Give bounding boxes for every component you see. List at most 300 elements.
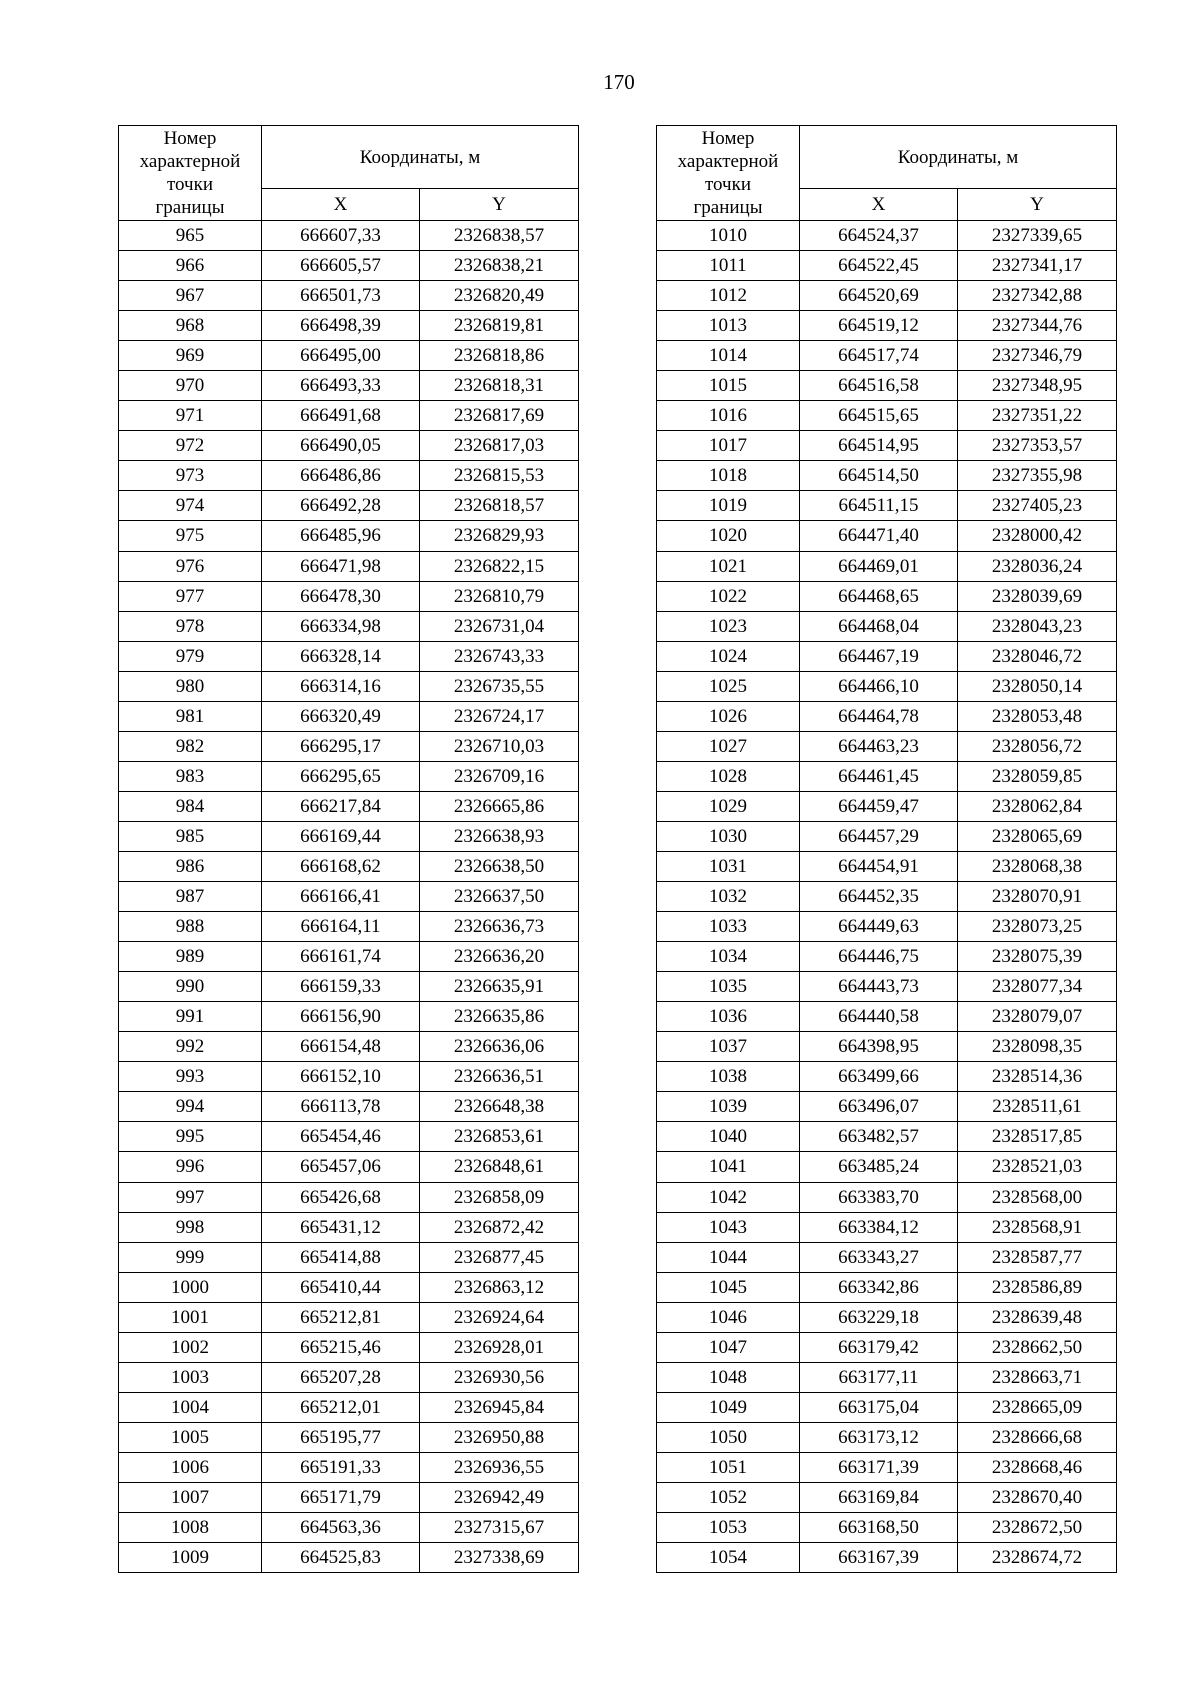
header-point-line2: характерной [139,151,241,172]
point-number-cell: 1050 [657,1422,800,1452]
point-number-cell: 980 [119,671,262,701]
table-body [119,221,579,1573]
y-coordinate-cell: 2326928,01 [420,1332,579,1362]
x-coordinate-cell: 664515,65 [800,401,958,431]
x-coordinate-cell: 663482,57 [800,1122,958,1152]
point-number-cell: 982 [119,731,262,761]
point-number-cell: 1042 [657,1182,800,1212]
point-number-cell: 992 [119,1032,262,1062]
table-row [657,1543,1117,1573]
y-coordinate-cell: 2327344,76 [958,311,1117,341]
y-coordinate-cell: 2327339,65 [958,221,1117,251]
x-coordinate-cell: 666295,65 [262,761,420,791]
table-row [119,1212,579,1242]
x-coordinate-cell: 664469,01 [800,551,958,581]
table-row [657,581,1117,611]
point-number-cell: 987 [119,882,262,912]
y-coordinate-cell: 2326877,45 [420,1242,579,1272]
y-coordinate-cell: 2326648,38 [420,1092,579,1122]
x-coordinate-cell: 664459,47 [800,791,958,821]
x-coordinate-cell: 665414,88 [262,1242,420,1272]
table-row [119,1332,579,1362]
x-coordinate-cell: 664463,23 [800,731,958,761]
y-coordinate-cell: 2326863,12 [420,1272,579,1302]
table-row [657,311,1117,341]
point-number-cell: 1000 [119,1272,262,1302]
point-number-cell: 1012 [657,281,800,311]
table-row [119,701,579,731]
x-coordinate-cell: 666159,33 [262,972,420,1002]
point-number-cell: 973 [119,461,262,491]
table-row [657,1392,1117,1422]
point-number-cell: 1014 [657,341,800,371]
point-number-cell: 975 [119,521,262,551]
table-row [657,221,1117,251]
y-coordinate-cell: 2326743,33 [420,641,579,671]
header-y: Y [420,189,579,221]
x-coordinate-cell: 665215,46 [262,1332,420,1362]
point-number-cell: 1026 [657,701,800,731]
point-number-cell: 976 [119,551,262,581]
x-coordinate-cell: 666169,44 [262,821,420,851]
table-row [119,401,579,431]
x-coordinate-cell: 663167,39 [800,1543,958,1573]
y-coordinate-cell: 2326735,55 [420,671,579,701]
y-coordinate-cell: 2327355,98 [958,461,1117,491]
point-number-cell: 1008 [119,1513,262,1543]
table-row [119,1032,579,1062]
x-coordinate-cell: 666328,14 [262,641,420,671]
x-coordinate-cell: 663229,18 [800,1302,958,1332]
y-coordinate-cell: 2328059,85 [958,761,1117,791]
point-number-cell: 1046 [657,1302,800,1332]
table-row [657,281,1117,311]
point-number-cell: 985 [119,821,262,851]
point-number-cell: 984 [119,791,262,821]
point-number-cell: 1006 [119,1452,262,1482]
point-number-cell: 998 [119,1212,262,1242]
table-row [657,1122,1117,1152]
table-row [119,1152,579,1182]
x-coordinate-cell: 664446,75 [800,942,958,972]
table-row [657,1452,1117,1482]
point-number-cell: 1039 [657,1092,800,1122]
table-row [657,1062,1117,1092]
table-row [119,281,579,311]
point-number-cell: 1010 [657,221,800,251]
point-number-cell: 1013 [657,311,800,341]
point-number-cell: 979 [119,641,262,671]
y-coordinate-cell: 2328665,09 [958,1392,1117,1422]
point-number-cell: 1040 [657,1122,800,1152]
header-point-number [119,126,262,221]
table-row [657,1002,1117,1032]
point-number-cell: 988 [119,912,262,942]
x-coordinate-cell: 666478,30 [262,581,420,611]
y-coordinate-cell: 2328065,69 [958,821,1117,851]
y-coordinate-cell: 2326724,17 [420,701,579,731]
x-coordinate-cell: 663179,42 [800,1332,958,1362]
point-number-cell: 981 [119,701,262,731]
point-number-cell: 1004 [119,1392,262,1422]
y-coordinate-cell: 2327405,23 [958,491,1117,521]
x-coordinate-cell: 665454,46 [262,1122,420,1152]
x-coordinate-cell: 666113,78 [262,1092,420,1122]
table-row [119,341,579,371]
y-coordinate-cell: 2327341,17 [958,251,1117,281]
table-row [657,551,1117,581]
x-coordinate-cell: 663171,39 [800,1452,958,1482]
point-number-cell: 989 [119,942,262,972]
point-number-cell: 966 [119,251,262,281]
x-coordinate-cell: 664466,10 [800,671,958,701]
point-number-cell: 1035 [657,972,800,1002]
table-row [657,251,1117,281]
point-number-cell: 1016 [657,401,800,431]
x-coordinate-cell: 663169,84 [800,1482,958,1512]
x-coordinate-cell: 664449,63 [800,912,958,942]
point-number-cell: 1045 [657,1272,800,1302]
table-row [119,311,579,341]
y-coordinate-cell: 2326665,86 [420,791,579,821]
x-coordinate-cell: 666161,74 [262,942,420,972]
point-number-cell: 967 [119,281,262,311]
point-number-cell: 978 [119,611,262,641]
point-number-cell: 1007 [119,1482,262,1512]
point-number-cell: 1033 [657,912,800,942]
y-coordinate-cell: 2327348,95 [958,371,1117,401]
y-coordinate-cell: 2326815,53 [420,461,579,491]
y-coordinate-cell: 2326709,16 [420,761,579,791]
table-row [657,1182,1117,1212]
y-coordinate-cell: 2326635,86 [420,1002,579,1032]
table-row [119,491,579,521]
point-number-cell: 1028 [657,761,800,791]
x-coordinate-cell: 666490,05 [262,431,420,461]
table-row [119,1092,579,1122]
point-number-cell: 1009 [119,1543,262,1573]
x-coordinate-cell: 665431,12 [262,1212,420,1242]
y-coordinate-cell: 2327315,67 [420,1513,579,1543]
y-coordinate-cell: 2328046,72 [958,641,1117,671]
y-coordinate-cell: 2328036,24 [958,551,1117,581]
table-row [657,1513,1117,1543]
table-row [657,1362,1117,1392]
y-coordinate-cell: 2326924,64 [420,1302,579,1332]
y-coordinate-cell: 2328672,50 [958,1513,1117,1543]
point-number-cell: 968 [119,311,262,341]
table-row [119,791,579,821]
header-point-line3: точки [704,174,751,195]
point-number-cell: 1003 [119,1362,262,1392]
y-coordinate-cell: 2326945,84 [420,1392,579,1422]
x-coordinate-cell: 666154,48 [262,1032,420,1062]
y-coordinate-cell: 2327342,88 [958,281,1117,311]
x-coordinate-cell: 664514,95 [800,431,958,461]
point-number-cell: 993 [119,1062,262,1092]
y-coordinate-cell: 2326638,50 [420,851,579,881]
y-coordinate-cell: 2328514,36 [958,1062,1117,1092]
table-row [657,1272,1117,1302]
y-coordinate-cell: 2327338,69 [420,1543,579,1573]
x-coordinate-cell: 665171,79 [262,1482,420,1512]
x-coordinate-cell: 664464,78 [800,701,958,731]
coordinates-table-left [118,125,579,1573]
x-coordinate-cell: 664443,73 [800,972,958,1002]
x-coordinate-cell: 664467,19 [800,641,958,671]
y-coordinate-cell: 2328568,00 [958,1182,1117,1212]
point-number-cell: 1037 [657,1032,800,1062]
table-row [657,1152,1117,1182]
x-coordinate-cell: 664525,83 [262,1543,420,1573]
y-coordinate-cell: 2328098,35 [958,1032,1117,1062]
x-coordinate-cell: 664468,65 [800,581,958,611]
table-row [119,942,579,972]
y-coordinate-cell: 2326950,88 [420,1422,579,1452]
y-coordinate-cell: 2328668,46 [958,1452,1117,1482]
x-coordinate-cell: 666605,57 [262,251,420,281]
point-number-cell: 1015 [657,371,800,401]
header-coordinates: Координаты, м [262,126,579,189]
x-coordinate-cell: 666471,98 [262,551,420,581]
header-y: Y [958,189,1117,221]
y-coordinate-cell: 2328050,14 [958,671,1117,701]
y-coordinate-cell: 2326942,49 [420,1482,579,1512]
table-row [657,401,1117,431]
point-number-cell: 996 [119,1152,262,1182]
table-row [119,521,579,551]
y-coordinate-cell: 2328077,34 [958,972,1117,1002]
point-number-cell: 1044 [657,1242,800,1272]
x-coordinate-cell: 665212,81 [262,1302,420,1332]
point-number-cell: 1002 [119,1332,262,1362]
x-coordinate-cell: 666493,33 [262,371,420,401]
point-number-cell: 972 [119,431,262,461]
y-coordinate-cell: 2326635,91 [420,972,579,1002]
point-number-cell: 969 [119,341,262,371]
y-coordinate-cell: 2326853,61 [420,1122,579,1152]
point-number-cell: 1043 [657,1212,800,1242]
y-coordinate-cell: 2326829,93 [420,521,579,551]
x-coordinate-cell: 664517,74 [800,341,958,371]
y-coordinate-cell: 2328639,48 [958,1302,1117,1332]
y-coordinate-cell: 2326817,69 [420,401,579,431]
x-coordinate-cell: 664522,45 [800,251,958,281]
point-number-cell: 1025 [657,671,800,701]
y-coordinate-cell: 2326710,03 [420,731,579,761]
page-number: 170 [603,70,635,94]
table-row [657,942,1117,972]
header-point-number [657,126,800,221]
table-row [119,671,579,701]
table-row [657,912,1117,942]
x-coordinate-cell: 663173,12 [800,1422,958,1452]
x-coordinate-cell: 665212,01 [262,1392,420,1422]
table-row [657,1212,1117,1242]
y-coordinate-cell: 2328068,38 [958,851,1117,881]
table-row [119,1122,579,1152]
x-coordinate-cell: 664398,95 [800,1032,958,1062]
table-row [119,251,579,281]
table-row [119,1422,579,1452]
header-point-line1: Номер [163,128,217,149]
table-row [119,731,579,761]
table-row [119,581,579,611]
y-coordinate-cell: 2328521,03 [958,1152,1117,1182]
point-number-cell: 1047 [657,1332,800,1362]
x-coordinate-cell: 666498,39 [262,311,420,341]
point-number-cell: 1048 [657,1362,800,1392]
table-row [119,461,579,491]
y-coordinate-cell: 2326636,73 [420,912,579,942]
y-coordinate-cell: 2326636,06 [420,1032,579,1062]
y-coordinate-cell: 2326638,93 [420,821,579,851]
x-coordinate-cell: 664471,40 [800,521,958,551]
table-row [657,671,1117,701]
table-row [657,821,1117,851]
x-coordinate-cell: 666164,11 [262,912,420,942]
y-coordinate-cell: 2326838,21 [420,251,579,281]
table-row [119,851,579,881]
table-row [657,1242,1117,1272]
x-coordinate-cell: 666501,73 [262,281,420,311]
y-coordinate-cell: 2326817,03 [420,431,579,461]
table-row [119,972,579,1002]
x-coordinate-cell: 664468,04 [800,611,958,641]
table-row [119,611,579,641]
y-coordinate-cell: 2328662,50 [958,1332,1117,1362]
y-coordinate-cell: 2328070,91 [958,882,1117,912]
header-point-line4: границы [155,197,225,218]
table-row [119,1242,579,1272]
x-coordinate-cell: 664519,12 [800,311,958,341]
x-coordinate-cell: 666314,16 [262,671,420,701]
table-row [657,791,1117,821]
y-coordinate-cell: 2328568,91 [958,1212,1117,1242]
x-coordinate-cell: 666295,17 [262,731,420,761]
point-number-cell: 1023 [657,611,800,641]
x-coordinate-cell: 666166,41 [262,882,420,912]
point-number-cell: 1011 [657,251,800,281]
header-coordinates: Координаты, м [800,126,1117,189]
point-number-cell: 974 [119,491,262,521]
x-coordinate-cell: 663384,12 [800,1212,958,1242]
point-number-cell: 1022 [657,581,800,611]
y-coordinate-cell: 2326818,31 [420,371,579,401]
y-coordinate-cell: 2326872,42 [420,1212,579,1242]
point-number-cell: 1038 [657,1062,800,1092]
header-point-line4: границы [693,197,763,218]
y-coordinate-cell: 2326818,86 [420,341,579,371]
x-coordinate-cell: 666152,10 [262,1062,420,1092]
x-coordinate-cell: 666156,90 [262,1002,420,1032]
y-coordinate-cell: 2326936,55 [420,1452,579,1482]
x-coordinate-cell: 665410,44 [262,1272,420,1302]
y-coordinate-cell: 2327351,22 [958,401,1117,431]
y-coordinate-cell: 2328079,07 [958,1002,1117,1032]
point-number-cell: 1054 [657,1543,800,1573]
table-row [657,611,1117,641]
table-row [119,551,579,581]
x-coordinate-cell: 663168,50 [800,1513,958,1543]
point-number-cell: 995 [119,1122,262,1152]
x-coordinate-cell: 666607,33 [262,221,420,251]
table-row [119,1392,579,1422]
x-coordinate-cell: 664520,69 [800,281,958,311]
table-row [119,912,579,942]
y-coordinate-cell: 2328075,39 [958,942,1117,972]
y-coordinate-cell: 2326848,61 [420,1152,579,1182]
y-coordinate-cell: 2328073,25 [958,912,1117,942]
table-row [119,761,579,791]
table-row [657,371,1117,401]
table-row [119,821,579,851]
header-point-line1: Номер [701,128,755,149]
point-number-cell: 1051 [657,1452,800,1482]
x-coordinate-cell: 666492,28 [262,491,420,521]
table-row [657,761,1117,791]
point-number-cell: 1005 [119,1422,262,1452]
point-number-cell: 983 [119,761,262,791]
x-coordinate-cell: 666491,68 [262,401,420,431]
x-coordinate-cell: 663485,24 [800,1152,958,1182]
point-number-cell: 1030 [657,821,800,851]
y-coordinate-cell: 2326636,51 [420,1062,579,1092]
x-coordinate-cell: 664516,58 [800,371,958,401]
x-coordinate-cell: 664452,35 [800,882,958,912]
point-number-cell: 1036 [657,1002,800,1032]
point-number-cell: 1027 [657,731,800,761]
x-coordinate-cell: 666495,00 [262,341,420,371]
table-row [657,1422,1117,1452]
table-row [657,641,1117,671]
x-coordinate-cell: 666320,49 [262,701,420,731]
x-coordinate-cell: 663342,86 [800,1272,958,1302]
point-number-cell: 965 [119,221,262,251]
y-coordinate-cell: 2328039,69 [958,581,1117,611]
x-coordinate-cell: 663383,70 [800,1182,958,1212]
x-coordinate-cell: 663499,66 [800,1062,958,1092]
point-number-cell: 970 [119,371,262,401]
y-coordinate-cell: 2328670,40 [958,1482,1117,1512]
table-row [119,1513,579,1543]
x-coordinate-cell: 666168,62 [262,851,420,881]
y-coordinate-cell: 2328056,72 [958,731,1117,761]
table-row [657,701,1117,731]
table-row [657,521,1117,551]
y-coordinate-cell: 2328663,71 [958,1362,1117,1392]
table-row [119,431,579,461]
point-number-cell: 977 [119,581,262,611]
y-coordinate-cell: 2328666,68 [958,1422,1117,1452]
y-coordinate-cell: 2326930,56 [420,1362,579,1392]
table-row [657,882,1117,912]
table-row [119,221,579,251]
point-number-cell: 1053 [657,1513,800,1543]
table-row [657,851,1117,881]
point-number-cell: 1021 [657,551,800,581]
x-coordinate-cell: 664461,45 [800,761,958,791]
point-number-cell: 1052 [657,1482,800,1512]
point-number-cell: 999 [119,1242,262,1272]
table-row [119,1002,579,1032]
point-number-cell: 1020 [657,521,800,551]
point-number-cell: 1031 [657,851,800,881]
x-coordinate-cell: 663175,04 [800,1392,958,1422]
table-row [657,341,1117,371]
table-body [657,221,1117,1573]
table-row [657,731,1117,761]
